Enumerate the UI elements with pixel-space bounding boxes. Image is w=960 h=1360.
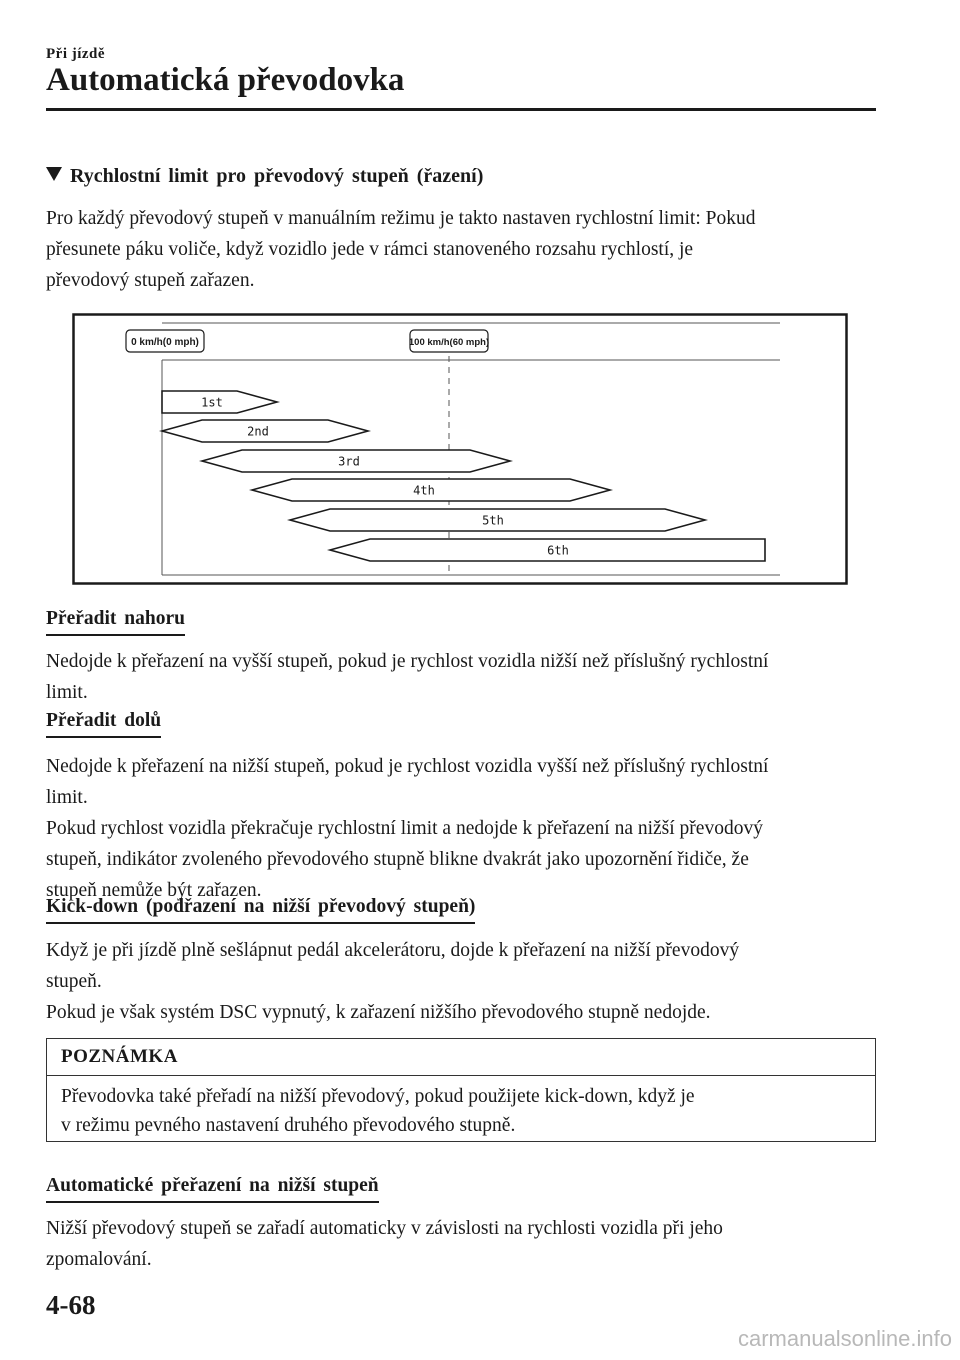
text-line: zpomalování. <box>46 1249 152 1270</box>
triangle-bullet-icon <box>46 167 62 181</box>
gear-label-5th: 5th <box>482 513 504 528</box>
kickdown-heading: Kick-down (podřazení na nižší převodový stupeň) <box>46 896 475 924</box>
page-title: Automatická převodovka <box>46 62 405 98</box>
scale-label-100: 100 km/h(60 mph) <box>408 337 490 348</box>
gear-speed-diagram <box>72 313 848 585</box>
section-heading <box>46 165 483 188</box>
gear-bars <box>162 391 765 561</box>
upshift-paragraph <box>46 646 878 708</box>
downshift-heading: Přeřadit dolů <box>46 710 161 738</box>
upshift-heading: Přeřadit nahoru <box>46 608 185 636</box>
gear-label-1st: 1st <box>201 395 223 410</box>
page-number: 4-68 <box>46 1290 96 1320</box>
title-divider <box>46 108 876 111</box>
gear-label-2nd: 2nd <box>247 424 269 439</box>
text-line: Pokud rychlost vozidla překračuje rychlostní limit a nedojde k přeřazení na nižší převodový <box>46 818 763 839</box>
text-line: Převodovka také přeřadí na nižší převodový, pokud použijete kick-down, když je <box>61 1086 695 1107</box>
gear-label-3rd: 3rd <box>338 454 360 469</box>
auto-downshift-paragraph <box>46 1213 878 1275</box>
intro-paragraph <box>46 203 878 296</box>
text-line: Nižší převodový stupeň se zařadí automaticky v závislosti na rychlosti vozidla při jeho <box>46 1218 723 1239</box>
text-line: stupeň. <box>46 971 102 992</box>
text-line: přesunete páku voliče, když vozidlo jede v rámci stanoveného rozsahu rychlostí, je <box>46 239 694 260</box>
auto-downshift-heading: Automatické přeřazení na nižší stupeň <box>46 1175 379 1203</box>
watermark: carmanualsonline.info <box>737 1326 952 1351</box>
kickdown-paragraph <box>46 935 878 1028</box>
text-line: limit. <box>46 682 88 703</box>
section-heading-text: Rychlostní limit pro převodový stupeň (řazení) <box>70 165 484 187</box>
text-line: Nedojde k přeřazení na vyšší stupeň, pokud je rychlost vozidla nižší než příslušný rychlostní <box>46 651 769 672</box>
note-body <box>47 1076 875 1146</box>
note-heading: POZNÁMKA <box>47 1039 875 1076</box>
text-line: limit. <box>46 787 88 808</box>
text-line: stupeň, indikátor zvoleného převodového stupně blikne dvakrát jako upozornění řidiče, že <box>46 849 749 870</box>
text-line: stupeň nemůže být zařazen. <box>46 880 262 901</box>
note-box <box>46 1038 876 1142</box>
text-line: Když je při jízdě plně sešlápnut pedál akcelerátoru, dojde k přeřazení na nižší převodový <box>46 940 740 961</box>
downshift-paragraph <box>46 751 878 906</box>
text-line: Nedojde k přeřazení na nižší stupeň, pokud je rychlost vozidla vyšší než příslušný rychlostní <box>46 756 769 777</box>
gear-label-6th: 6th <box>547 543 569 558</box>
chapter-label: Při jízdě <box>46 46 106 62</box>
text-line: Pokud je však systém DSC vypnutý, k zařazení nižšího převodového stupně nedojde. <box>46 1002 711 1023</box>
text-line: převodový stupeň zařazen. <box>46 270 255 291</box>
text-line: Pro každý převodový stupeň v manuálním režimu je takto nastaven rychlostní limit: Pokud <box>46 208 756 229</box>
scale-label-0: 0 km/h(0 mph) <box>131 337 199 348</box>
gear-label-4th: 4th <box>413 483 435 498</box>
text-line: v režimu pevného nastavení druhého převodového stupně. <box>61 1115 516 1136</box>
